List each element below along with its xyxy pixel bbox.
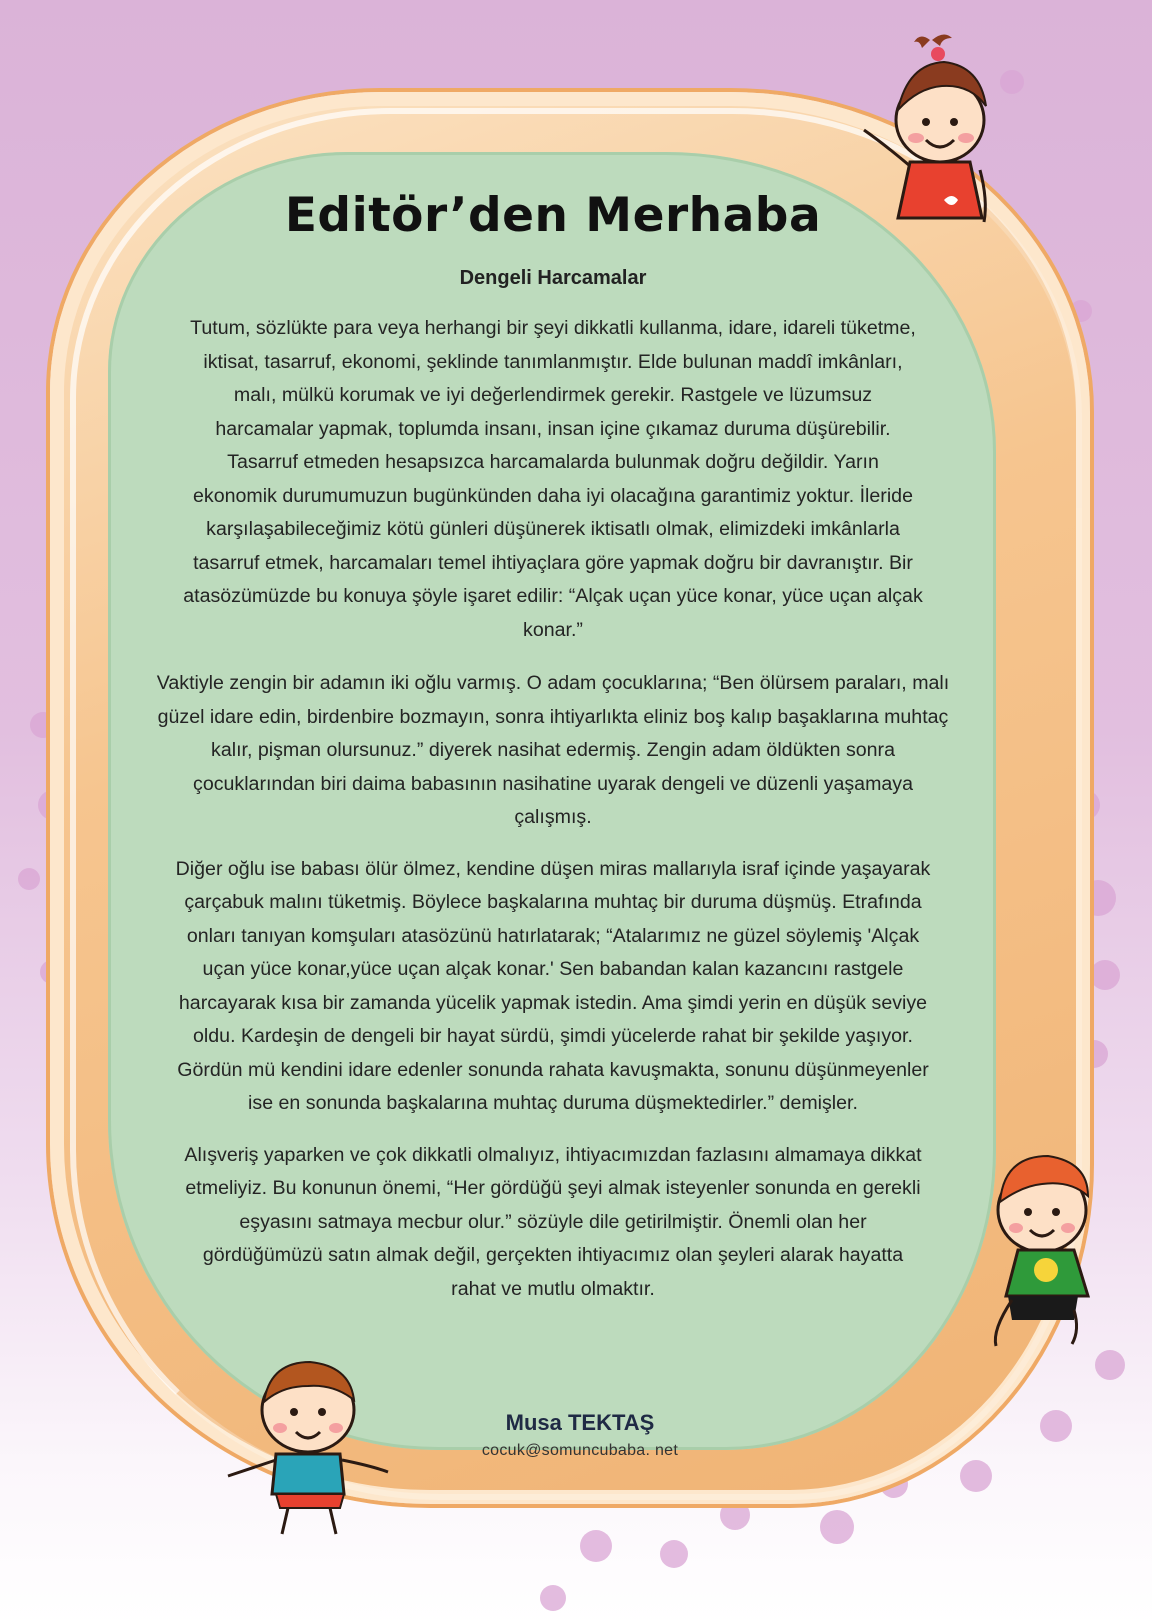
signature [380,1410,780,1460]
boy-right-illustration [978,1150,1118,1350]
editorial-content [118,188,988,1306]
article-subtitle: Dengeli Harcamalar [459,267,647,289]
paragraph-1: Tutum, sözlükte para veya herhangi bir şeyi dikkatli kullanma, idare, idareli tüketme, iktisat, tasarruf, ekonomi, şeklinde tanımlanmıştır. Elde bulunan maddî imkânları, malı, mülkü korumak ve iyi değerlendirmek gerekir. Rastgele ve lüzumsuz harcamalar yapmak, toplumda insanı, insan içine çıkamaz duruma düşürebilir. Tasarruf etmeden hesapsızca harcamalarda bulunmak doğru değildir. Yarın ekonomik durumumuzun bugünkünden daha iyi olacağına garantimiz yoktur. İleride karşılaşabileceğimiz kötü günleri düşünerek iktisatlı olmak, elimizdeki imkânlarla tasarruf etmek, harcamaları temel ihtiyaçlara göre yapmak doğru bir davranıştır. Bir atasözümüzde bu konuya şöyle işaret edilir: “Alçak uçan yüce konar, yüce uçan alçak konar.” [183,317,923,641]
author-email[interactable]: cocuk@somuncubaba. net [481,1442,679,1459]
page-title: Editör’den Merhaba [284,188,822,243]
paragraph-4: Alışveriş yaparken ve çok dikkatli olmalıyız, ihtiyacımızdan fazlasını almamaya dikkat etmeliyiz. Bu konunun önemi, “Her gördüğü şeyi almak isteyenler sonunda en gerekli eşyasını satmaya mecbur olur.” sözüyle dile getirilmiştir. Önemli olan her gördüğümüzü satın almak değil, gerçekten ihtiyacımız olan şeyleri alarak hayatta rahat ve mutlu olmaktır. [184,1143,922,1300]
boy-left-illustration [220,1360,400,1540]
paragraph-2: Vaktiyle zengin bir adamın iki oğlu varmış. O adam çocuklarına; “Ben ölürsem paraları, malı güzel idare edin, birdenbire bozmayın, sonra ihtiyarlıkta eliniz boş kalıp başaklarına muhtaç kalır, pişman olursunuz.” diyerek nasihat edermiş. Zengin adam öldükten sonra çocuklarından biri daima babasının nasihatine uyarak dengeli ve düzenli yaşamaya çalışmış. [156,672,950,828]
girl-illustration [860,30,1000,230]
paragraph-3: Diğer oğlu ise babası ölür ölmez, kendine düşen miras mallarıyla israf içinde yaşayarak çarçabuk malını tüketmiş. Böylece başkalarına muhtaç bir duruma düşmüş. Etrafında onları tanıyan komşuları atasözünü hatırlatarak; “Atalarımız ne güzel söylemiş 'Alçak uçan yüce konar,yüce uçan alçak konar.' Sen babandan kalan kazancını rastgele harcayarak kısa bir zamanda yücelik yapmak istedin. Ama şimdi yerin en düşük seviye oldu. Kardeşin de dengeli bir hayat sürdü, şimdi yücelerde rahat bir şekilde yaşıyor. Gördün mü kendini idare edenler sonunda rahata kavuşmakta, sonunu düşünmeyenler ise en sonunda başkalarına muhtaç duruma düşmektedirler.” demişler. [175,857,931,1114]
author-name: Musa TEKTAŞ [505,1410,655,1435]
